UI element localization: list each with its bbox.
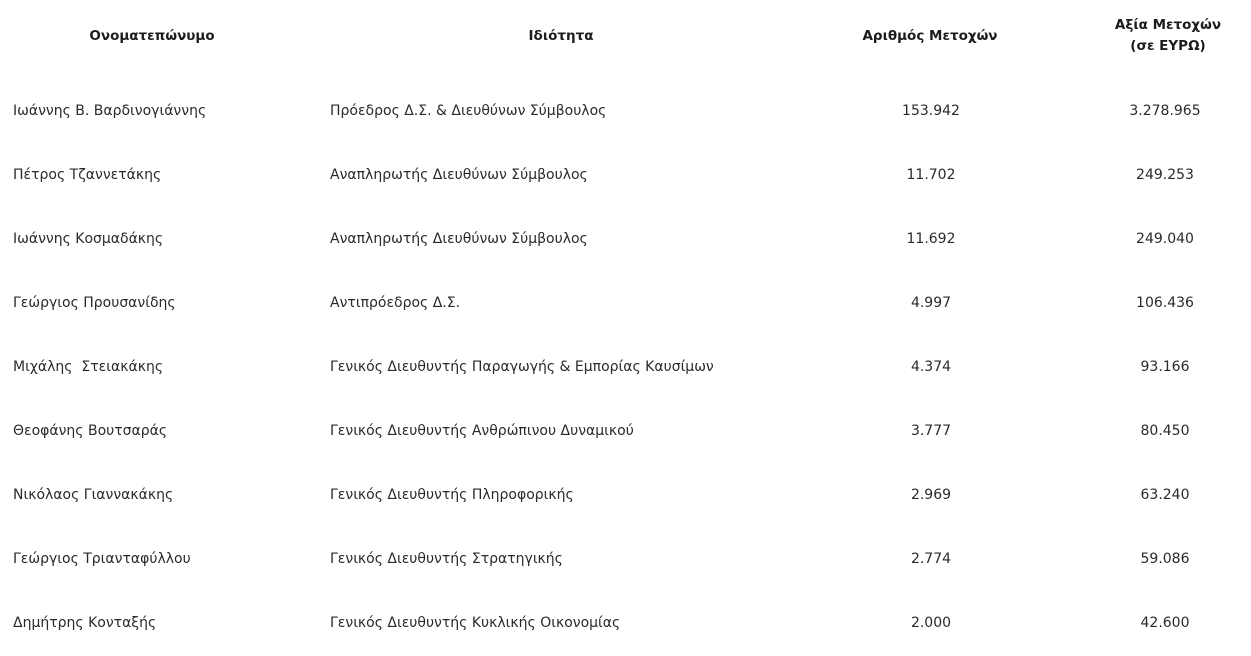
cell-role: Αντιπρόεδρος Δ.Σ. bbox=[330, 295, 461, 311]
table-row bbox=[0, 144, 1251, 208]
cell-share-value: 249.253 bbox=[1136, 167, 1194, 183]
cell-share-count: 2.969 bbox=[910, 487, 952, 503]
cell-share-value: 80.450 bbox=[1140, 423, 1190, 439]
column-header-role: Ιδιότητα bbox=[528, 28, 594, 44]
column-header-name: Ονοματεπώνυμο bbox=[89, 28, 215, 44]
cell-share-count: 11.702 bbox=[906, 167, 956, 183]
cell-name: Ιωάννης Β. Βαρδινογιάννης bbox=[13, 103, 207, 119]
cell-share-count: 153.942 bbox=[902, 103, 960, 119]
cell-share-count: 2.774 bbox=[910, 551, 952, 567]
column-header-share-value-line2: (σε ΕΥΡΩ) bbox=[1130, 38, 1206, 54]
cell-name: Μιχάλης Στειακάκης bbox=[13, 359, 164, 375]
table-row bbox=[0, 272, 1251, 336]
cell-name: Δημήτρης Κονταξής bbox=[13, 615, 157, 631]
cell-share-value: 249.040 bbox=[1136, 231, 1194, 247]
table-row bbox=[0, 400, 1251, 464]
cell-share-value: 3.278.965 bbox=[1129, 103, 1201, 119]
table-row bbox=[0, 80, 1251, 144]
cell-name: Γεώργιος Προυσανίδης bbox=[13, 295, 176, 311]
cell-name: Ιωάννης Κοσμαδάκης bbox=[13, 231, 164, 247]
column-header-share-value bbox=[1068, 15, 1251, 57]
table-row bbox=[0, 464, 1251, 528]
cell-share-value: 42.600 bbox=[1140, 615, 1190, 631]
cell-share-count: 4.374 bbox=[910, 359, 952, 375]
table-row bbox=[0, 528, 1251, 592]
table-row bbox=[0, 208, 1251, 272]
table-row bbox=[0, 592, 1251, 656]
column-header-share-count: Αριθμός Μετοχών bbox=[862, 28, 998, 44]
cell-role: Αναπληρωτής Διευθύνων Σύμβουλος bbox=[330, 231, 588, 247]
cell-share-value: 106.436 bbox=[1136, 295, 1194, 311]
cell-role: Πρόεδρος Δ.Σ. & Διευθύνων Σύμβουλος bbox=[330, 103, 607, 119]
cell-share-count: 11.692 bbox=[906, 231, 956, 247]
cell-role: Αναπληρωτής Διευθύνων Σύμβουλος bbox=[330, 167, 588, 183]
cell-role: Γενικός Διευθυντής Πληροφορικής bbox=[330, 487, 574, 503]
cell-share-value: 63.240 bbox=[1140, 487, 1190, 503]
table-row bbox=[0, 336, 1251, 400]
cell-share-count: 4.997 bbox=[910, 295, 952, 311]
cell-share-count: 3.777 bbox=[910, 423, 952, 439]
table-body bbox=[0, 80, 1251, 656]
cell-share-value: 59.086 bbox=[1140, 551, 1190, 567]
column-header-share-value-line1: Αξία Μετοχών bbox=[1114, 17, 1222, 33]
cell-role: Γενικός Διευθυντής Ανθρώπινου Δυναμικού bbox=[330, 423, 634, 439]
cell-share-count: 2.000 bbox=[910, 615, 952, 631]
cell-name: Γεώργιος Τριανταφύλλου bbox=[13, 551, 191, 567]
cell-role: Γενικός Διευθυντής Παραγωγής & Εμπορίας Καυσίμων bbox=[330, 359, 714, 375]
table-header-row bbox=[0, 0, 1251, 72]
cell-role: Γενικός Διευθυντής Κυκλικής Οικονομίας bbox=[330, 615, 621, 631]
cell-name: Θεοφάνης Βουτσαράς bbox=[13, 423, 168, 439]
cell-share-value: 93.166 bbox=[1140, 359, 1190, 375]
cell-role: Γενικός Διευθυντής Στρατηγικής bbox=[330, 551, 563, 567]
cell-name: Πέτρος Τζαννετάκης bbox=[13, 167, 162, 183]
cell-name: Νικόλαος Γιαννακάκης bbox=[13, 487, 174, 503]
